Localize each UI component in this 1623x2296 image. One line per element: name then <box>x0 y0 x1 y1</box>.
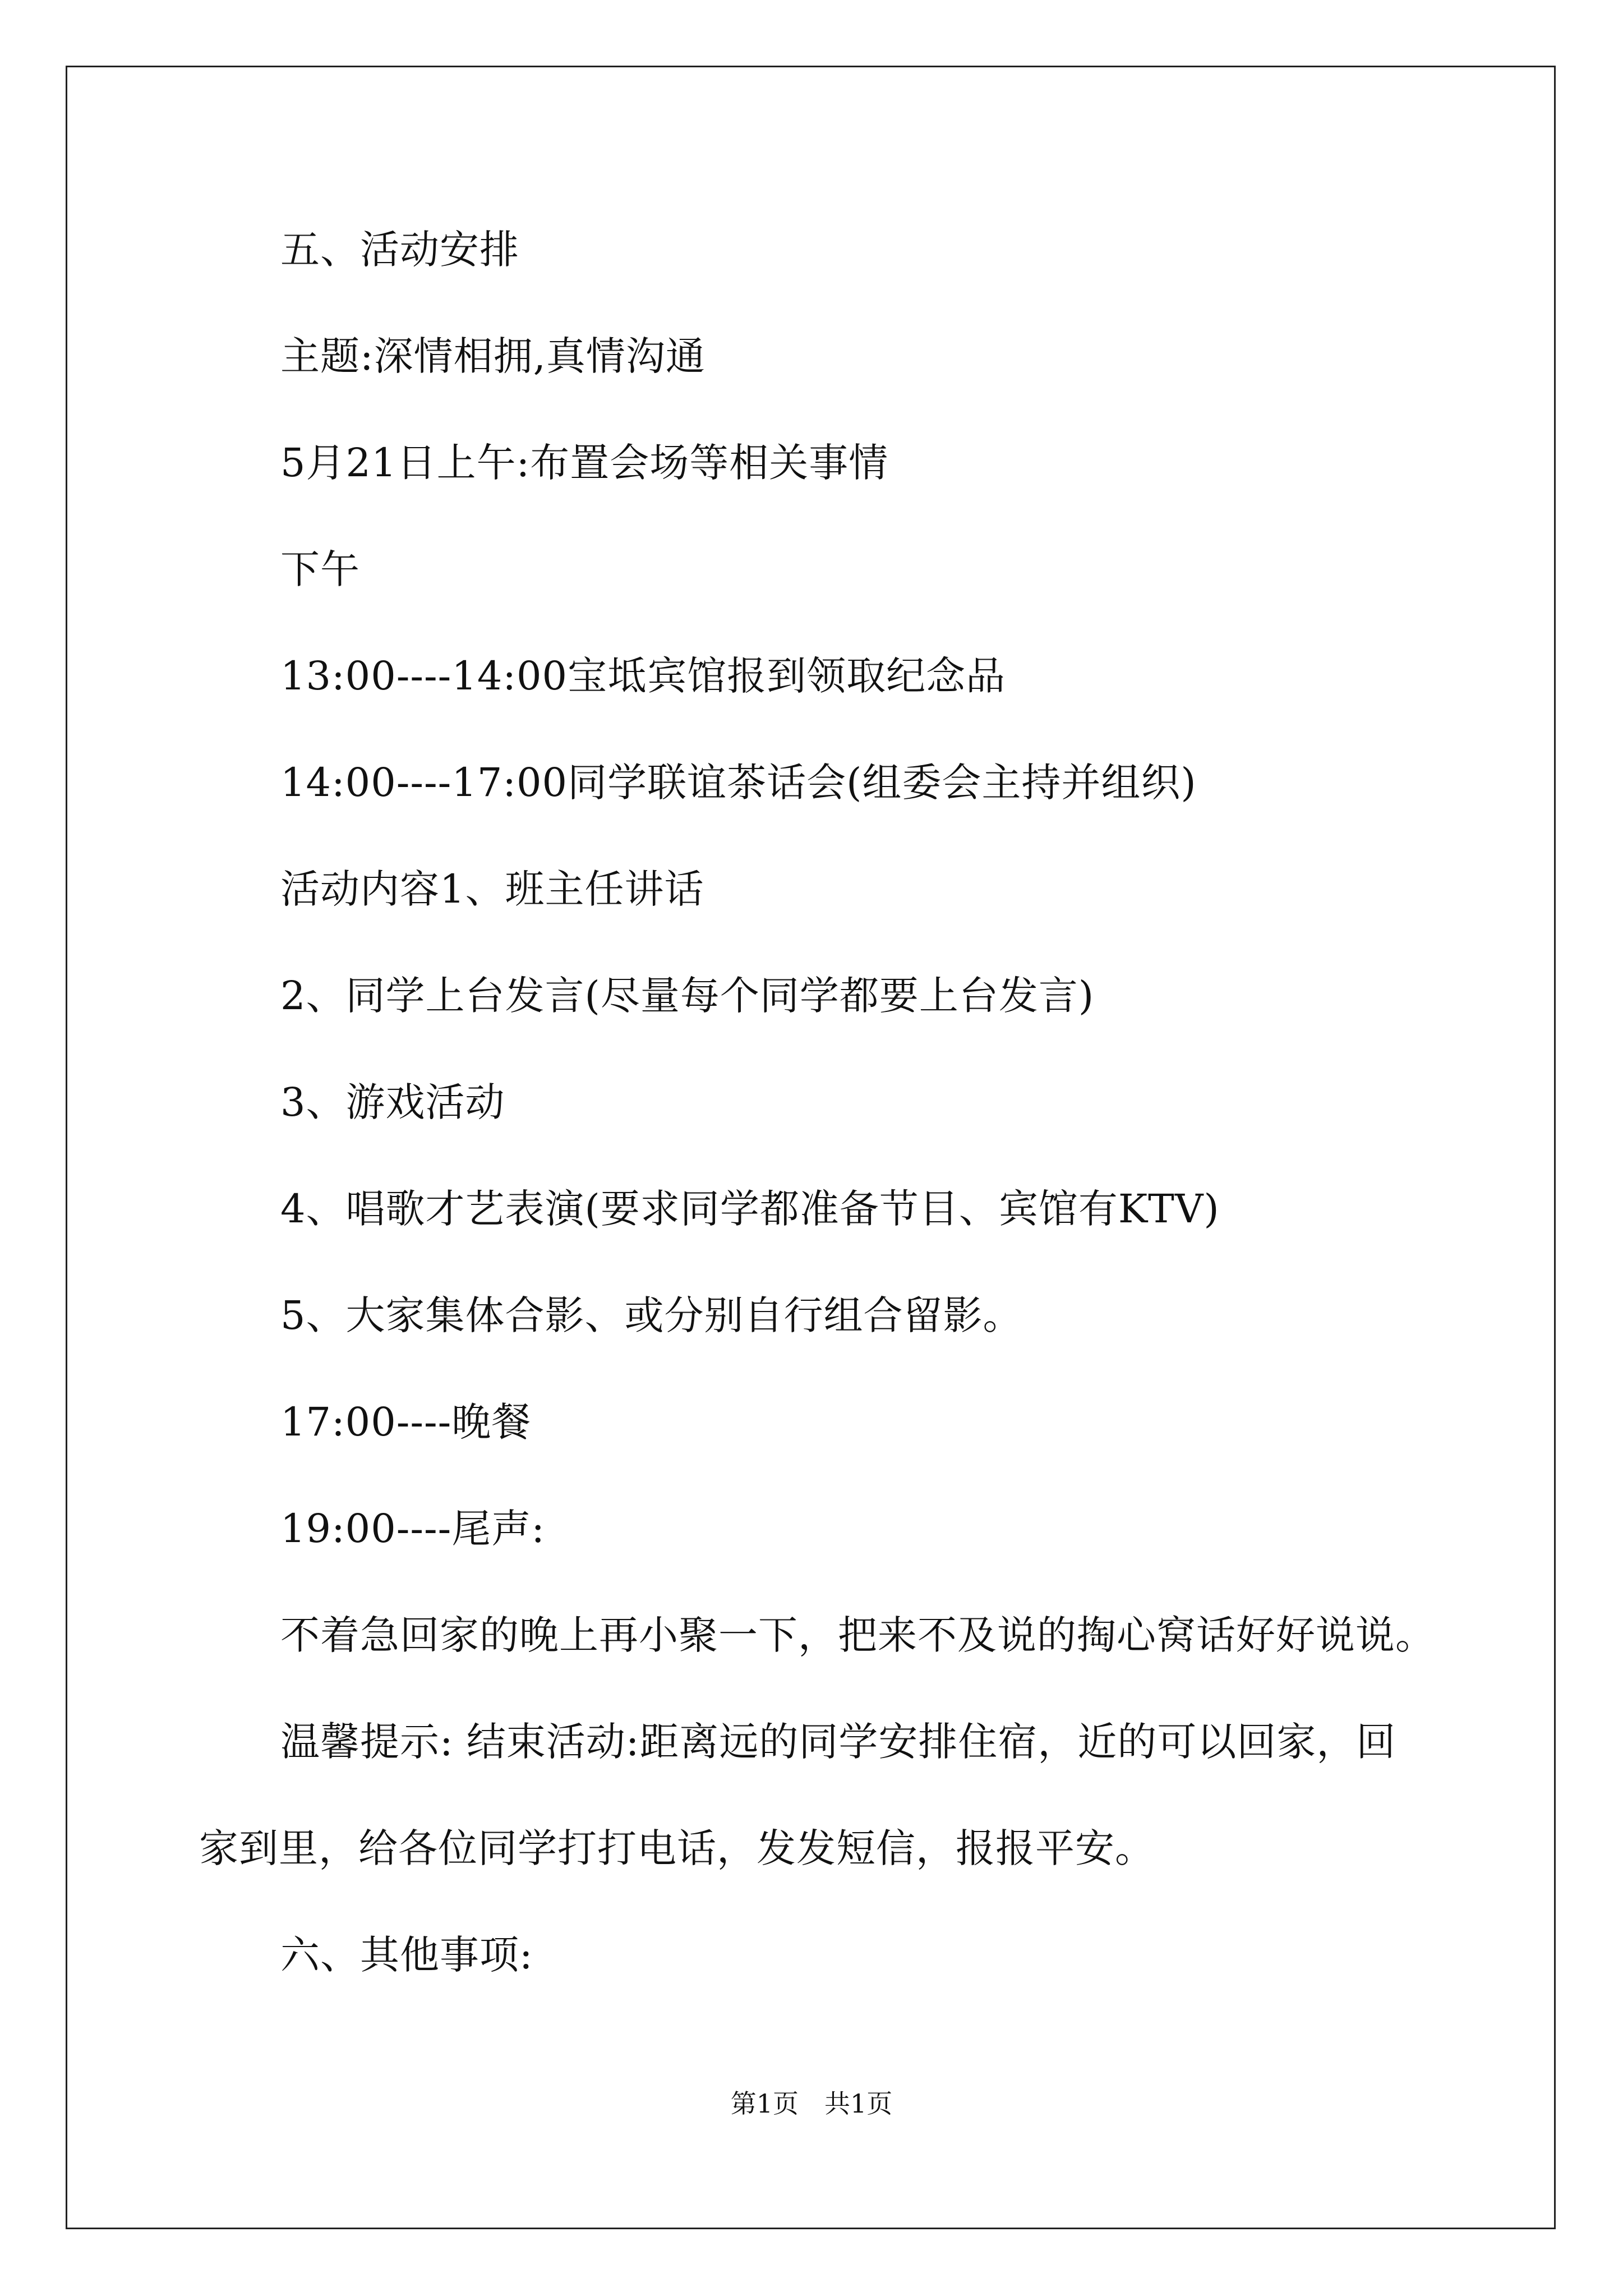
page-number-footer: 第1页 共1页 <box>730 2088 893 2119</box>
schedule-ending: 19:00----尾声: <box>280 1506 545 1552</box>
ending-note: 不着急回家的晚上再小聚一下，把来不及说的掏心窝话好好说说。 <box>280 1612 1435 1658</box>
schedule-dinner: 17:00----晚餐 <box>280 1399 532 1445</box>
schedule-registration: 13:00----14:00宝坻宾馆报到领取纪念品 <box>280 653 1006 699</box>
schedule-tea-party: 14:00----17:00同学联谊茶话会(组委会主持并组织) <box>280 760 1197 806</box>
activity-item-5: 5、大家集体合影、或分别自行组合留影。 <box>280 1292 1023 1338</box>
theme-line: 主题:深情相拥,真情沟通 <box>280 333 706 379</box>
page-border <box>66 66 1556 2229</box>
tips-paragraph-line-1: 温馨提示: 结束活动:距离远的同学安排住宿，近的可以回家，回 <box>280 1719 1396 1765</box>
activity-item-3: 3、游戏活动 <box>280 1079 505 1125</box>
section-heading-other: 六、其他事项: <box>280 1932 533 1978</box>
activity-item-1: 活动内容1、班主任讲话 <box>280 866 704 912</box>
section-heading-activity: 五、活动安排 <box>280 227 519 273</box>
tips-paragraph-line-2: 家到里，给各位同学打打电话，发发短信，报报平安。 <box>199 1825 1155 1871</box>
activity-item-4: 4、唱歌才艺表演(要求同学都准备节目、宾馆有KTV) <box>280 1186 1220 1232</box>
schedule-afternoon-label: 下午 <box>280 546 360 592</box>
activity-item-2: 2、同学上台发言(尽量每个同学都要上台发言) <box>280 973 1095 1019</box>
schedule-morning: 5月21日上午:布置会场等相关事情 <box>280 440 889 486</box>
